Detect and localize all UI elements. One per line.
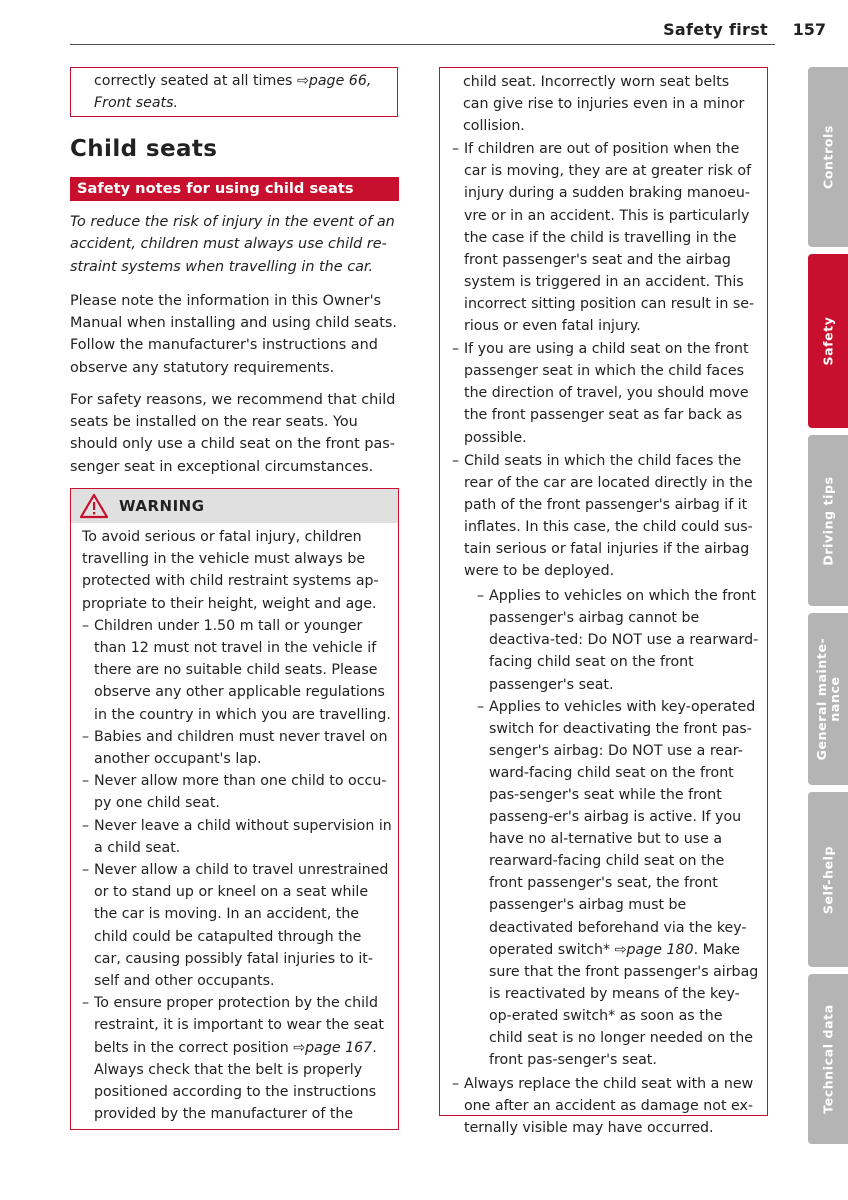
tab-controls[interactable] [808,67,848,247]
cross-reference-arrow-icon: ⇨ [614,941,627,958]
warning-body [71,523,398,1125]
list-item: – If children are out of position when the car is moving, they are at greater risk of injury during a sudden braking manoeu-vre or in an accident. This is particularly the case if the child is travelling in the front passenger's seat and the airbag system is triggered in an accident. This incorrect sitting position can result in se-rious or even fatal injury. [452,138,759,337]
list-item: – Never allow more than one child to occu-py one child seat. [82,770,392,814]
tab-label: Self-help [820,845,836,914]
warning-title: WARNING [119,497,205,515]
warning-header [71,489,398,523]
tab-label: Technical data [820,1004,836,1114]
tab-label-line: nance [827,676,842,722]
tab-self-help[interactable] [808,792,848,967]
warning-lead: To avoid serious or fatal injury, children travelling in the vehicle must always be protected with child restraint systems ap-propriate to their height, weight and age. [82,529,379,612]
list-item [452,450,759,1072]
page-reference-link[interactable]: page 167 [305,1039,373,1056]
subsection-title-bar: Safety notes for using child seats [70,177,399,201]
sub-list-item [477,696,759,1072]
page-reference-link[interactable]: page 180 [626,941,694,958]
warning-triangle-icon [79,493,109,519]
list-item: – Never leave a child without supervision in a child seat. [82,815,392,859]
continuation-lead: child seat. Incorrectly worn seat belts can give rise to injuries even in a minor collision. [463,74,745,135]
sub-list-item-text: . Make sure that the front passenger's airbag is reactivated by means of the key-op-erated switch* as soon as the child seat is no longer needed on the front pas-senger's seat. [489,941,759,1069]
list-item: – If you are using a child seat on the front passenger seat in which the child faces the direction of travel, you should move the front passenger seat as far back as possible. [452,338,759,448]
tab-label: Controls [820,125,836,189]
warning-continuation-box [439,67,768,1137]
tab-label: Safety [820,316,836,366]
list-item-text: To ensure proper protection by the child restraint, it is important to wear the seat belts in the correct position [94,995,384,1056]
cross-reference-arrow-icon: ⇨ [296,73,309,89]
sub-list [464,585,759,1071]
tab-technical-data[interactable] [808,974,848,1144]
page-reference-link[interactable]: page 66, Front seats. [94,73,372,111]
body-paragraph-2 [70,389,400,478]
paragraph-text: For safety reasons, we recommend that child seats be installed on the rear seats. You should only use a child seat on the front pas-senger seat in exceptional circumstances. [70,392,396,475]
warning-list [82,615,392,1126]
tab-label: Driving tips [820,475,836,566]
sub-list-item-text: Applies to vehicles with key-operated switch for deactivating the front pas-senger's airbag: Do NOT use a rear-ward-facing child seat on the front pas-senger's seat while the front passeng-er's airbag is active. If you have no al-ternative but to use a rearward-facing child seat on the front passenger's seat, the front passenger's airbag must be deactivated beforehand via the key-operated switch* [489,698,756,958]
section-title: Child seats [70,136,218,162]
running-header-title: Safety first [663,20,768,39]
sub-list-item: – Applies to vehicles on which the front passenger's airbag cannot be deactiva-ted: Do NOT use a rearward-facing child seat on the front passenger's seat. [477,585,759,695]
list-item-text: . Always check that the belt is properly positioned according to the instructions provided by the manufacturer of the [94,1039,377,1123]
tab-driving-tips[interactable] [808,435,848,606]
continued-warning-box [70,67,398,117]
header-rule [70,44,775,45]
tab-label-line: General mainte- [814,637,829,761]
continued-text: correctly seated at all times [94,73,297,89]
intro-paragraph: To reduce the risk of injury in the event of an accident, children must always use child re-straint systems when travelling in the car. [70,214,395,275]
list-item: – Babies and children must never travel on another occupant's lap. [82,726,392,770]
page-number: 157 [792,20,826,39]
tab-label [815,638,841,761]
list-item [82,992,392,1125]
list-item-text: Child seats in which the child faces the rear of the car are located directly in the path of the front passenger's airbag if it inflates. In this case, the child could sus-tain serious or fatal injuries if the airbag were to be deployed. [464,452,753,580]
paragraph-text: Please note the information in this Owner's Manual when installing and using child seats. Follow the manufacturer's instructions and observe any statutory requirements. [70,293,397,376]
list-item: – Children under 1.50 m tall or younger than 12 must not travel in the vehicle if there are no suitable child seats. Please observe any other applicable regulations in the country in which you are travelling. [82,615,392,726]
warning-list [452,138,759,1139]
tab-general-maintenance[interactable] [808,613,848,785]
list-item: – Never allow a child to travel unrestrained or to stand up or kneel on a seat while the car is moving. In an accident, the child could be catapulted through the car, causing possibly fatal injuries to it-self and other occupants. [82,859,392,992]
cross-reference-arrow-icon: ⇨ [293,1039,306,1056]
tab-safety[interactable] [808,254,848,428]
list-item: – Always replace the child seat with a new one after an accident as damage not ex-ternally visible may have occurred. [452,1073,759,1139]
body-paragraph-1 [70,290,400,379]
warning-box [70,488,399,1130]
